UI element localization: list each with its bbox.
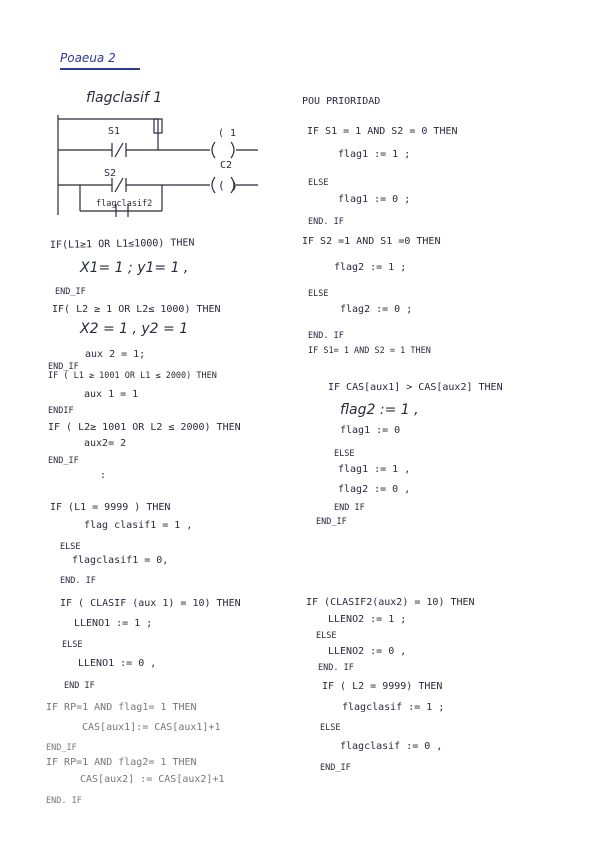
ladder-contact-s1-label: S1 bbox=[108, 126, 121, 137]
left-line-27: END_IF bbox=[46, 743, 77, 753]
left-line-18: flagclasif1 = 0, bbox=[72, 555, 169, 566]
page-title: Poaeua 2 bbox=[60, 51, 116, 65]
left-line-29: CAS[aux2] := CAS[aux2]+1 bbox=[80, 774, 225, 785]
ladder-coil-2-symbol: ( ) bbox=[218, 179, 238, 192]
ladder-coil-2-label: C2 bbox=[220, 160, 233, 171]
right-line-18: flag2 := 0 , bbox=[338, 484, 411, 495]
right-line-8: flag2 := 1 ; bbox=[334, 262, 407, 273]
left-line-24: END IF bbox=[64, 681, 95, 691]
left-line-2: X1= 1 ; y1= 1 , bbox=[80, 260, 189, 276]
right-line-13: IF CAS[aux1] > CAS[aux2] THEN bbox=[328, 382, 503, 393]
left-line-15: IF (L1 = 9999 ) THEN bbox=[50, 502, 171, 513]
left-line-30: END. IF bbox=[46, 796, 82, 806]
left-line-1: IF(L1≥1 OR L1≤1000) THEN bbox=[49, 237, 195, 251]
ladder-header-label: flagclasif 1 bbox=[86, 90, 163, 106]
left-line-16: flag clasif1 = 1 , bbox=[84, 520, 193, 531]
right-line-21: IF (CLASIF2(aux2) = 10) THEN bbox=[306, 597, 475, 608]
right-line-4: ELSE bbox=[308, 178, 329, 188]
coil-1-left bbox=[212, 142, 215, 158]
left-line-7: END_IF bbox=[48, 362, 79, 372]
ladder-contact-s2-label: S2 bbox=[104, 168, 117, 179]
left-line-3: END_IF bbox=[55, 287, 86, 297]
right-line-5: flag1 := 0 ; bbox=[338, 194, 411, 205]
left-line-17: ELSE bbox=[60, 542, 81, 552]
right-line-23: ELSE bbox=[316, 631, 337, 641]
left-line-22: ELSE bbox=[62, 640, 83, 650]
right-line-16: ELSE bbox=[334, 449, 355, 459]
contact-s1-slash bbox=[115, 143, 123, 157]
right-line-14: flag2 := 1 , bbox=[340, 402, 419, 418]
right-line-3: flag1 := 1 ; bbox=[338, 149, 411, 160]
left-line-28: IF RP=1 AND flag2= 1 THEN bbox=[46, 757, 197, 768]
right-line-30: END_IF bbox=[320, 763, 351, 773]
left-line-5: X2 = 1 , y2 = 1 bbox=[80, 321, 189, 337]
left-line-23: LLENO1 := 0 , bbox=[78, 658, 157, 669]
left-line-12: aux2= 2 bbox=[84, 438, 127, 449]
right-line-26: IF ( L2 = 9999) THEN bbox=[322, 681, 443, 692]
right-line-7: IF S2 =1 AND S1 =0 THEN bbox=[302, 236, 441, 247]
right-line-17: flag1 := 1 , bbox=[338, 464, 411, 475]
right-line-6: END. IF bbox=[308, 217, 344, 227]
right-line-22: LLENO2 := 1 ; bbox=[328, 614, 407, 625]
left-line-14: : bbox=[100, 470, 107, 481]
left-line-21: LLENO1 := 1 ; bbox=[74, 618, 153, 629]
left-line-6: aux 2 = 1; bbox=[85, 349, 146, 360]
right-line-10: flag2 := 0 ; bbox=[340, 304, 413, 315]
left-line-25: IF RP=1 AND flag1= 1 THEN bbox=[46, 702, 197, 713]
left-line-19: END. IF bbox=[60, 576, 96, 586]
ladder-contact-flagclasif2-label: flagclasif2 bbox=[96, 199, 153, 209]
coil-2-left bbox=[212, 177, 215, 193]
left-line-4: IF( L2 ≥ 1 OR L2≤ 1000) THEN bbox=[52, 304, 221, 315]
right-line-19: END IF bbox=[334, 503, 365, 513]
right-line-11: END. IF bbox=[308, 331, 344, 341]
right-line-29: flagclasif := 0 , bbox=[340, 741, 443, 752]
left-line-11: IF ( L2≥ 1001 OR L2 ≤ 2000) THEN bbox=[48, 422, 241, 433]
left-line-9: aux 1 = 1 bbox=[84, 389, 139, 400]
left-line-13: END_IF bbox=[48, 456, 79, 466]
right-line-1: POU PRIORIDAD bbox=[302, 96, 381, 107]
right-line-28: ELSE bbox=[320, 723, 341, 733]
right-line-24: LLENO2 := 0 , bbox=[328, 646, 407, 657]
right-line-9: ELSE bbox=[308, 289, 329, 299]
contact-s2-slash bbox=[115, 178, 123, 192]
ladder-coil-1-label: ( 1 bbox=[218, 128, 237, 139]
right-line-12: IF S1= 1 AND S2 = 1 THEN bbox=[308, 346, 431, 356]
right-line-27: flagclasif := 1 ; bbox=[342, 702, 445, 713]
left-line-26: CAS[aux1]:= CAS[aux1]+1 bbox=[82, 722, 221, 733]
left-line-10: ENDIF bbox=[48, 406, 74, 416]
right-line-15: flag1 := 0 bbox=[340, 425, 401, 436]
left-line-8: IF ( L1 ≥ 1001 OR L1 ≤ 2000) THEN bbox=[48, 371, 217, 381]
ladder-diagram bbox=[50, 105, 270, 225]
right-line-25: END. IF bbox=[318, 663, 354, 673]
right-line-2: IF S1 = 1 AND S2 = 0 THEN bbox=[307, 126, 458, 137]
left-line-20: IF ( CLASIF (aux 1) = 10) THEN bbox=[60, 598, 241, 609]
right-line-20: END_IF bbox=[316, 517, 347, 527]
title-underline bbox=[60, 68, 140, 70]
coil-1-right bbox=[231, 142, 234, 158]
